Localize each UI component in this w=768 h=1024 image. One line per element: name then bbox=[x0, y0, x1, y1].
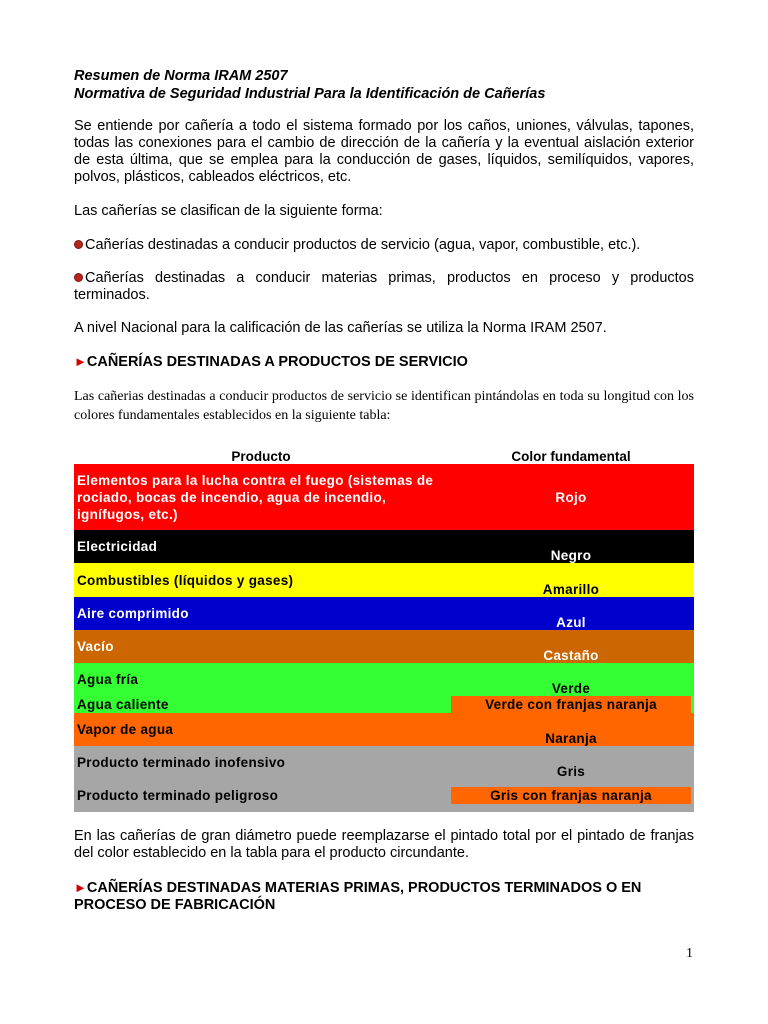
document-title: Resumen de Norma IRAM 2507 bbox=[74, 68, 288, 84]
classification-paragraph: Las cañerías se clasifican de la siguiente forma: bbox=[74, 203, 383, 219]
right-triangle-arrow-icon: ► bbox=[74, 880, 87, 895]
pipe-color-table bbox=[74, 442, 694, 812]
product-cell: Vapor de agua bbox=[77, 722, 174, 737]
product-cell: Elementos para la lucha contra el fuego (sistemas de rociado, bocas de incendio, agua de incendio, ignífugos, etc.) bbox=[77, 472, 434, 522]
orange-stripe-label: Gris con franjas naranja bbox=[451, 787, 691, 804]
section-heading-text: CAÑERÍAS DESTINADAS A PRODUCTOS DE SERVICIO bbox=[86, 354, 468, 370]
product-cell: Agua caliente bbox=[77, 697, 169, 712]
color-cell: Castaño bbox=[543, 648, 599, 663]
large-diameter-paragraph: En las cañerías de gran diámetro puede reemplazarse el pintado total por el pintado de franjas del color establecido en la tabla para el producto circundante. bbox=[74, 828, 694, 861]
national-paragraph: A nivel Nacional para la calificación de las cañerías se utiliza la Norma IRAM 2507. bbox=[74, 320, 607, 336]
bullet-text: Cañerías destinadas a conducir productos de servicio (agua, vapor, combustible, etc.). bbox=[85, 237, 641, 253]
service-paragraph: Las cañerias destinadas a conducir productos de servicio se identifican pintándolas en toda su longitud con los colores fundamentales establecidos en la siguiente tabla: bbox=[74, 389, 694, 423]
intro-paragraph: Se entiende por cañería a todo el sistema formado por los caños, uniones, válvulas, tapones, todas las conexiones para el cambio de dirección de la cañería y la eventual aislación exterior de esta última, que se emplea para la conducción de gases, líquidos, semilíquidos, vapores, polvos, plásticos, cableados eléctricos, etc. bbox=[74, 118, 694, 185]
column-header-product: Producto bbox=[231, 449, 291, 464]
orange-stripe-label: Verde con franjas naranja bbox=[451, 696, 691, 713]
bullet-item-service bbox=[74, 237, 694, 254]
bullet-dot-icon bbox=[74, 273, 83, 282]
product-cell: Electricidad bbox=[77, 539, 158, 554]
bullet-text: Cañerías destinadas a conducir materias primas, productos en proceso y productos terminados. bbox=[74, 270, 694, 303]
product-cell: Producto terminado inofensivo bbox=[77, 755, 286, 770]
color-cell: Negro bbox=[550, 548, 592, 563]
color-cell: Naranja bbox=[545, 731, 597, 746]
table-body bbox=[74, 464, 694, 812]
right-triangle-arrow-icon: ► bbox=[74, 354, 87, 369]
color-cell: Gris bbox=[556, 764, 586, 779]
table-row bbox=[74, 713, 694, 746]
table-row bbox=[74, 696, 694, 713]
document-subtitle: Normativa de Seguridad Industrial Para la Identificación de Cañerías bbox=[74, 86, 546, 102]
table-row bbox=[74, 779, 694, 812]
section-heading-text: CAÑERÍAS DESTINADAS MATERIAS PRIMAS, PRODUCTOS TERMINADOS O EN PROCESO DE FABRICACIÓN bbox=[74, 880, 642, 913]
page-number: 1 bbox=[686, 946, 693, 961]
color-cell: Amarillo bbox=[542, 582, 600, 597]
table-row bbox=[74, 464, 694, 530]
product-cell: Combustibles (líquidos y gases) bbox=[77, 572, 294, 588]
product-cell: Agua fría bbox=[77, 672, 139, 687]
product-cell: Producto terminado peligroso bbox=[77, 788, 279, 803]
table-row bbox=[74, 597, 694, 630]
column-header-color: Color fundamental bbox=[511, 449, 631, 464]
table-row bbox=[74, 530, 694, 563]
table-row bbox=[74, 630, 694, 663]
color-cell bbox=[448, 779, 694, 812]
table-row bbox=[74, 746, 694, 779]
document-page bbox=[74, 67, 694, 914]
bullet-item-raw-materials bbox=[74, 270, 694, 304]
section-heading-raw-materials bbox=[74, 879, 694, 914]
color-cell bbox=[448, 696, 694, 713]
table-row bbox=[74, 563, 694, 597]
product-cell: Vacío bbox=[77, 639, 114, 654]
bullet-dot-icon bbox=[74, 240, 83, 249]
color-cell: Azul bbox=[556, 615, 586, 630]
section-heading-service bbox=[74, 353, 694, 371]
table-row bbox=[74, 663, 694, 696]
color-cell: Rojo bbox=[555, 489, 587, 505]
table-header-row bbox=[74, 442, 694, 464]
color-cell: Verde bbox=[551, 681, 591, 696]
product-cell: Aire comprimido bbox=[77, 606, 189, 621]
